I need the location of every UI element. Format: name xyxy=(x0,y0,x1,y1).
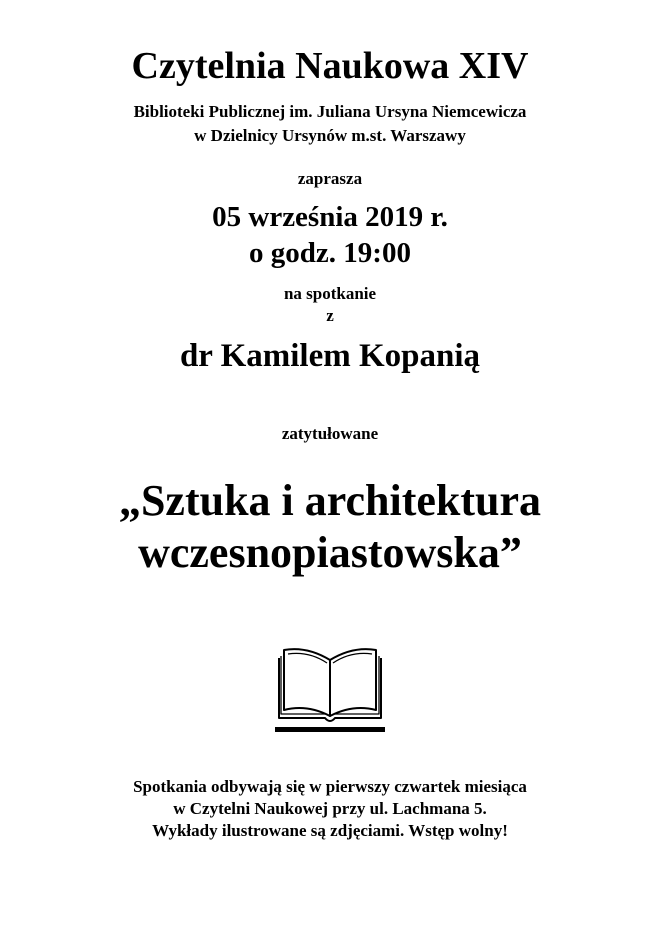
titled-label: zatytułowane xyxy=(281,424,379,443)
invite-text: zaprasza xyxy=(297,169,363,188)
lecture-title-line2: wczesnopiastowska” xyxy=(138,528,522,577)
poster-title: Czytelnia Naukowa XIV xyxy=(131,45,529,87)
open-book-icon xyxy=(275,644,385,734)
library-name-line2: w Dzielnicy Ursynów m.st. Warszawy xyxy=(194,126,466,145)
event-time: o godz. 19:00 xyxy=(249,237,411,269)
event-date: 05 września 2019 r. xyxy=(212,201,448,233)
footer-line2: w Czytelni Naukowej przy ul. Lachmana 5. xyxy=(173,799,487,818)
with-label: z xyxy=(326,306,334,325)
lecture-title-line1: „Sztuka i architektura xyxy=(118,476,542,525)
speaker-name: dr Kamilem Kopanią xyxy=(179,338,481,374)
meeting-label: na spotkanie xyxy=(283,284,377,303)
footer-line1: Spotkania odbywają się w pierwszy czwartek miesiąca xyxy=(133,777,527,796)
library-name-line1: Biblioteki Publicznej im. Juliana Ursyna Niemcewicza xyxy=(133,102,527,121)
footer-line3: Wykłady ilustrowane są zdjęciami. Wstęp wolny! xyxy=(152,821,508,840)
